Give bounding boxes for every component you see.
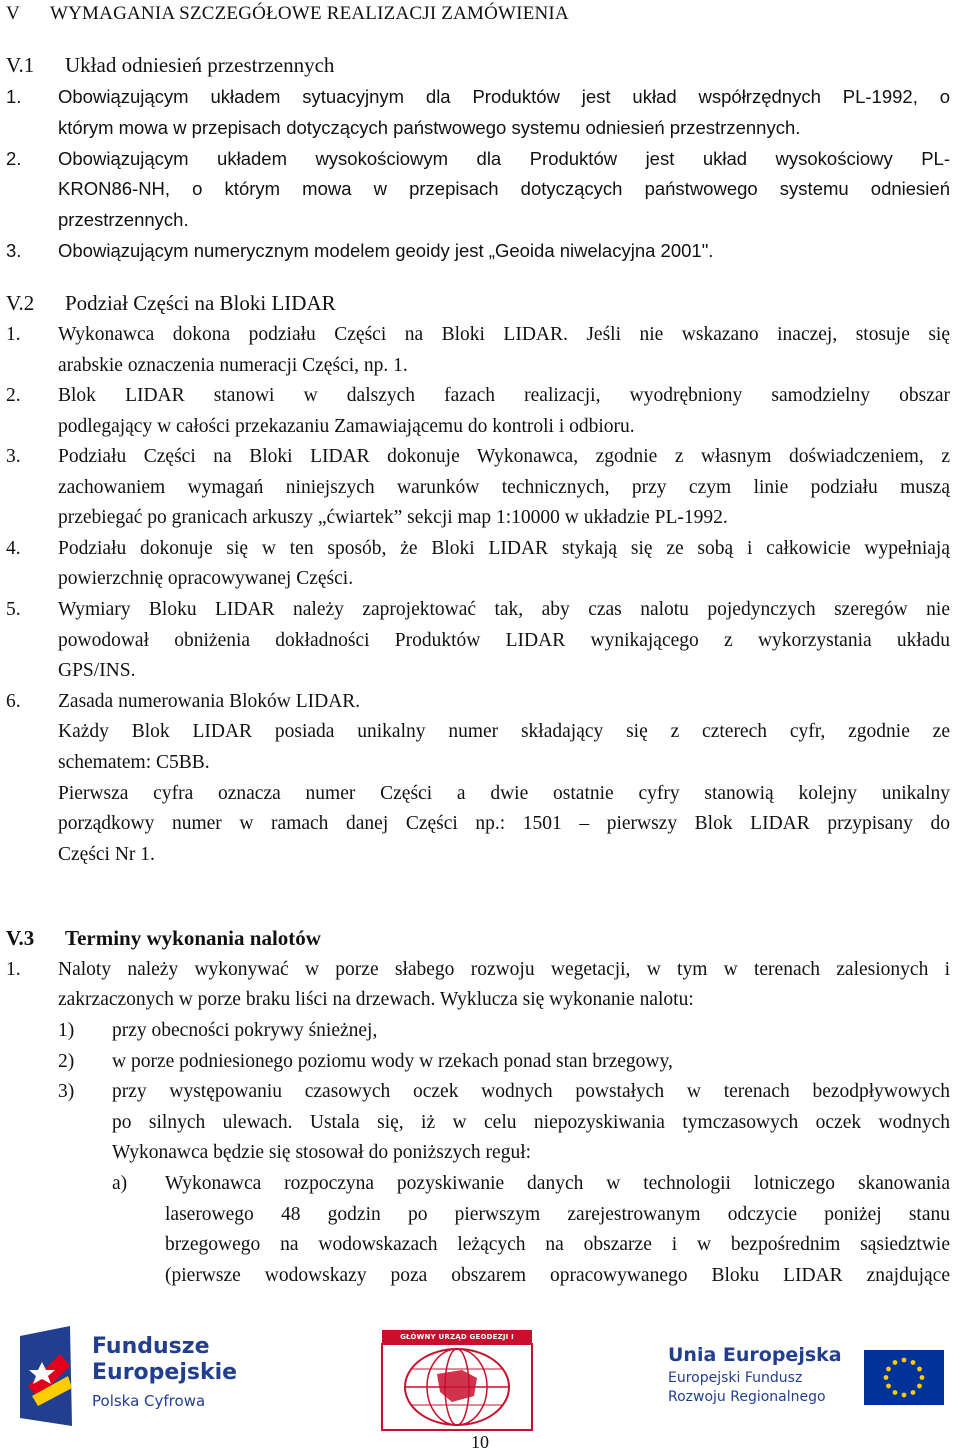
item-text: Wymiary Bloku LIDAR należy zaprojektować tak, aby czas nalotu pojedynczych szeregów nie <box>58 599 950 620</box>
item-text: brzegowego na wodowskazach leżących na obszarze i w bezpośrednim sąsiedztwie <box>165 1234 950 1255</box>
list-item-cont <box>0 412 956 442</box>
fe-line3: Polska Cyfrowa <box>92 1392 206 1410</box>
item-text: Pierwsza cyfra oznacza numer Części a dwie ostatnie cyfry stanowią kolejny unikalny <box>58 783 950 804</box>
item-number: 1) <box>58 1020 75 1041</box>
item-text: którym mowa w przepisach dotyczących państwowego systemu odniesień przestrzennych. <box>58 117 801 138</box>
item-number: 3. <box>6 240 22 261</box>
sub-sub-item-cont <box>0 1200 956 1230</box>
globe-icon <box>382 1344 532 1430</box>
list-item-cont <box>0 564 956 594</box>
unia-europejska-logo <box>668 1344 958 1424</box>
list-item-cont <box>0 809 956 839</box>
chapter-number: V <box>6 3 20 24</box>
sub-item-cont <box>0 1108 956 1138</box>
list-item <box>0 320 956 350</box>
sub-sub-item <box>0 1169 956 1199</box>
list-item-cont <box>0 656 956 686</box>
item-text: Wykonawca rozpoczyna pozyskiwanie danych w technologii lotniczego skanowania <box>165 1173 950 1194</box>
section-title: Terminy wykonania nalotów <box>65 926 321 950</box>
sub-sub-item-cont <box>0 1230 956 1260</box>
item-number: 1. <box>6 86 22 107</box>
list-item-cont <box>0 503 956 533</box>
list-item-cont <box>0 626 956 656</box>
item-text: Części Nr 1. <box>58 844 155 865</box>
list-item-cont <box>0 473 956 503</box>
list-item <box>0 687 956 717</box>
gugik-logo <box>382 1330 532 1430</box>
item-text: po silnych ulewach. Ustala się, iż w celu niepozyskiwania tymczasowych oczek wodnych <box>112 1112 950 1133</box>
list-item-cont <box>0 748 956 778</box>
item-number: 3) <box>58 1081 75 1102</box>
section-label: V.3 <box>6 926 35 950</box>
section-title: Podział Części na Bloki LIDAR <box>65 291 336 315</box>
item-text: Obowiązującym układem wysokościowym dla Produktów jest układ wysokościowy PL- <box>58 148 950 169</box>
item-text: zakrzaczonych w porze braku liści na drzewach. Wyklucza się wykonanie nalotu: <box>58 989 694 1010</box>
ue-line2: Europejski Fundusz <box>668 1370 803 1386</box>
item-number: 2) <box>58 1051 75 1072</box>
page-number: 10 <box>471 1432 489 1452</box>
item-text: powodował obniżenia dokładności Produktów LIDAR wynikającego z wykorzystania układu <box>58 630 950 651</box>
section-heading-v2 <box>0 288 956 318</box>
list-item <box>0 381 956 411</box>
item-text: Wykonawca będzie się stosował do poniższych reguł: <box>112 1142 532 1163</box>
fe-line1: Fundusze <box>92 1334 210 1359</box>
item-text: Obowiązującym numerycznym modelem geoidy jest „Geoida niwelacyjna 2001". <box>58 240 714 261</box>
item-text: porządkowy numer w ramach danej Części np.: 1501 – pierwszy Blok LIDAR przypisany do <box>58 813 950 834</box>
sub-item <box>0 1016 956 1046</box>
section-heading-v1 <box>0 50 956 80</box>
item-number: 2. <box>6 385 21 406</box>
sub-item-cont <box>0 1138 956 1168</box>
item-text: przy obecności pokrywy śnieżnej, <box>112 1020 378 1041</box>
list-item-cont <box>0 174 956 204</box>
list-item <box>0 144 956 174</box>
item-text: GPS/INS. <box>58 660 136 681</box>
list-item-cont <box>0 840 956 870</box>
list-item-cont <box>0 351 956 381</box>
chapter-heading <box>6 0 569 28</box>
item-text: Obowiązującym układem sytuacyjnym dla Produktów jest układ współrzędnych PL-1992, o <box>58 86 950 107</box>
sub-item <box>0 1047 956 1077</box>
item-number: 1. <box>6 324 21 345</box>
item-text: zachowaniem wymagań niniejszych warunków technicznych, przy czym linie podziału muszą <box>58 477 950 498</box>
sub-item <box>0 1077 956 1107</box>
item-number: 1. <box>6 959 21 980</box>
item-text: przebiegać po granicach arkuszy „ćwiartek” sekcji map 1:10000 w układzie PL-1992. <box>58 507 728 528</box>
ue-line1: Unia Europejska <box>668 1344 842 1366</box>
fundusze-europejskie-logo <box>20 1326 240 1426</box>
section-title: Układ odniesień przestrzennych <box>65 53 335 77</box>
ue-line3: Rozwoju Regionalnego <box>668 1389 826 1405</box>
item-text: Blok LIDAR stanowi w dalszych fazach realizacji, wyodrębniony samodzielny obszar <box>58 385 950 406</box>
item-text: arabskie oznaczenia numeracji Części, np. 1. <box>58 355 408 376</box>
section-label: V.1 <box>6 53 35 77</box>
item-text: powierzchnię opracowywanej Części. <box>58 568 354 589</box>
item-text: schematem: C5BB. <box>58 752 210 773</box>
item-number: 2. <box>6 148 22 169</box>
eu-flag-icon <box>864 1350 944 1405</box>
item-text: KRON86-NH, o którym mowa w przepisach dotyczących państwowego systemu odniesień <box>58 178 950 199</box>
list-item <box>0 534 956 564</box>
chapter-title: WYMAGANIA SZCZEGÓŁOWE REALIZACJI ZAMÓWIENIA <box>50 3 569 24</box>
list-item-cont <box>0 113 956 143</box>
item-text: Wykonawca dokona podziału Części na Bloki LIDAR. Jeśli nie wskazano inaczej, stosuje się <box>58 324 950 345</box>
list-item <box>0 595 956 625</box>
fe-star-emblem-icon <box>20 1326 90 1426</box>
list-item <box>0 955 956 985</box>
gugik-banner: GŁÓWNY URZĄD GEODEZJI I KARTOGRAFII <box>382 1330 532 1344</box>
item-number: 3. <box>6 446 21 467</box>
item-text: przy występowaniu czasowych oczek wodnych powstałych w terenach bezodpływowych <box>112 1081 950 1102</box>
item-number: a) <box>112 1173 128 1194</box>
list-item <box>0 82 956 112</box>
item-text: (pierwsze wodowskazy poza obszarem opracowywanego Bloku LIDAR znajdujące <box>165 1265 950 1286</box>
list-item-cont <box>0 779 956 809</box>
section-heading-v3 <box>0 923 956 953</box>
item-text: Każdy Blok LIDAR posiada unikalny numer składający się z czterech cyfr, zgodnie ze <box>58 721 950 742</box>
item-text: Zasada numerowania Bloków LIDAR. <box>58 691 361 712</box>
item-number: 5. <box>6 599 21 620</box>
fe-line2: Europejskie <box>92 1360 238 1385</box>
item-text: Naloty należy wykonywać w porze słabego rozwoju wegetacji, w tym w terenach zalesionych i <box>58 959 950 980</box>
item-text: Podziału Części na Bloki LIDAR dokonuje Wykonawca, zgodnie z własnym doświadczeniem, z <box>58 446 950 467</box>
item-number: 6. <box>6 691 21 712</box>
item-text: przestrzennych. <box>58 209 189 230</box>
item-text: laserowego 48 godzin po pierwszym zarejestrowanym odczycie poniżej stanu <box>165 1204 950 1225</box>
list-item <box>0 442 956 472</box>
list-item-cont <box>0 205 956 235</box>
list-item-cont <box>0 717 956 747</box>
item-text: podlegający w całości przekazaniu Zamawiającemu do kontroli i odbioru. <box>58 416 635 437</box>
list-item-cont <box>0 985 956 1015</box>
list-item <box>0 236 956 266</box>
item-text: w porze podniesionego poziomu wody w rzekach ponad stan brzegowy, <box>112 1051 673 1072</box>
item-number: 4. <box>6 538 21 559</box>
section-label: V.2 <box>6 291 35 315</box>
sub-sub-item-cont <box>0 1261 956 1291</box>
item-text: Podziału dokonuje się w ten sposób, że Bloki LIDAR stykają się ze sobą i całkowicie wypełniają <box>58 538 950 559</box>
